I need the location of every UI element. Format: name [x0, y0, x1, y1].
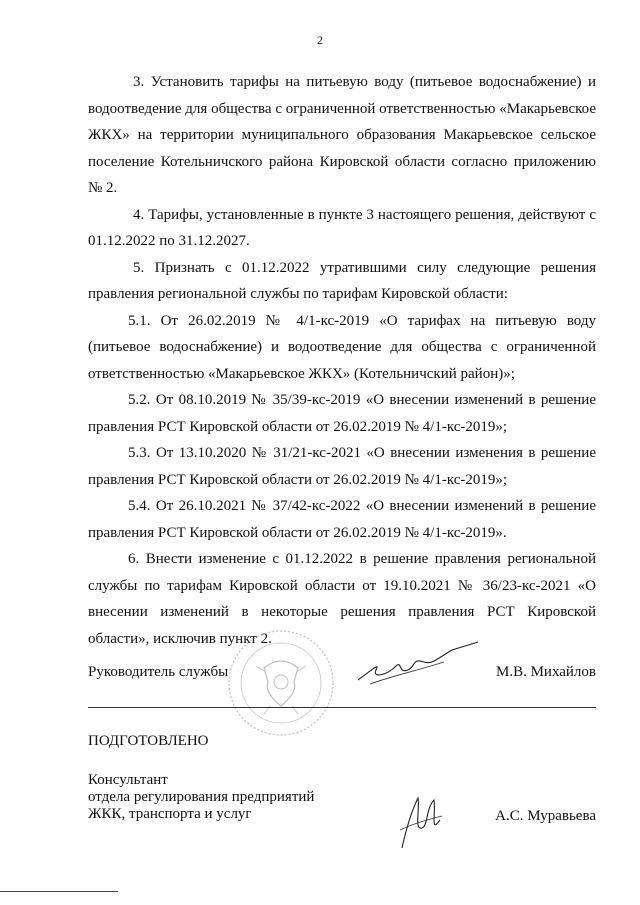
document-body [88, 69, 596, 652]
signer-name: М.В. Михайлов [495, 664, 596, 680]
preparer-position-line: отдела регулирования предприятий [88, 789, 315, 805]
prepared-label: ПОДГОТОВЛЕНО [88, 733, 209, 749]
paragraph-5-1: 5.1. От 26.02.2019 № 4/1-кс-2019 «О тарифах на питьевую воду (питьевое водоснабжение) и водоотведение для общества с ограниченной ответственностью «Макарьевское ЖКХ» (Котельничский район)»; [88, 312, 596, 382]
paragraph-3: 3. Установить тарифы на питьевую воду (питьевое водоснабжение) и водоотведение для общества с ограниченной ответственностью «Макарьевское ЖКХ» на территории муниципального образования Макарьевское сельское поселение Котельничского района Кировской области согласно приложению № 2. [88, 74, 596, 196]
paragraph-6: 6. Внести изменение с 01.12.2022 в решение правления региональной службы по тарифам Кировской области от 19.10.2021 № 36/23-кс-2021 «О внесении изменений в некоторые решения правления РСТ Кировской области», исключив пункт 2. [88, 551, 596, 647]
signature-block [88, 662, 596, 692]
signature-muravyeva-icon [396, 790, 446, 854]
preparer-name: А.С. Муравьева [495, 808, 596, 824]
paragraph-5-3: 5.3. От 13.10.2020 № 31/21-кс-2021 «О внесении изменения в решение правления РСТ Кировской области от 26.02.2019 № 4/1-кс-2019»; [88, 445, 596, 488]
paragraph-5-4: 5.4. От 26.10.2021 № 37/42-кс-2022 «О внесении изменений в решение правления РСТ Кировской области от 26.02.2019 № 4/1-кс-2019». [88, 498, 596, 541]
preparer-position [88, 772, 314, 823]
paragraph-5: 5. Признать с 01.12.2022 утратившими силу следующие решения правления региональной службы по тарифам Кировской области: [88, 259, 596, 302]
preparer-position-line: ЖКК, транспорта и услуг [88, 806, 252, 822]
footer-rule [0, 891, 118, 892]
official-seal-icon [226, 628, 336, 738]
separator-line [88, 707, 596, 708]
paragraph-5-2: 5.2. От 08.10.2019 № 35/39-кс-2019 «О внесении изменений в решение правления РСТ Кировской области от 26.02.2019 № 4/1-кс-2019»; [88, 392, 596, 435]
signature-mikhailov-icon [352, 640, 482, 692]
signer-role: Руководитель службы [88, 664, 229, 680]
page-number: 2 [317, 33, 323, 47]
preparer-position-line: Консультант [88, 772, 168, 788]
paragraph-4: 4. Тарифы, установленные в пункте 3 настоящего решения, действуют с 01.12.2022 по 31.12.2027. [88, 206, 596, 249]
